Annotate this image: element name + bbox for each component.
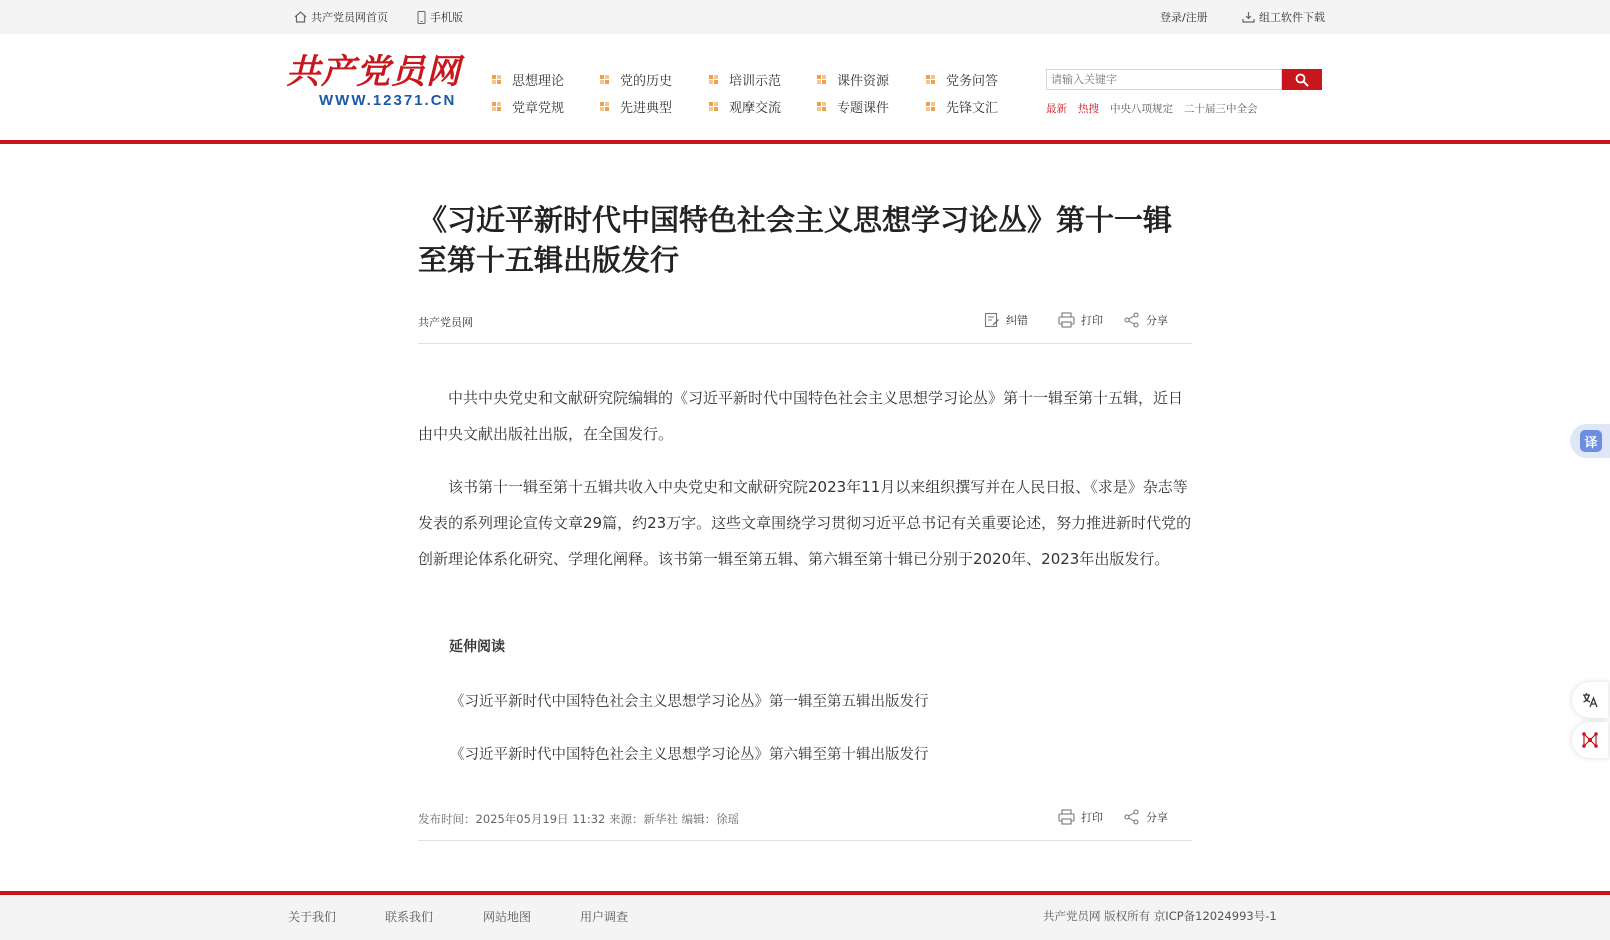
nav-bullet-icon	[817, 102, 826, 111]
publish-info: 发布时间：2025年05月19日 11:32 来源：新华社 编辑：徐瑶	[418, 812, 740, 826]
share-icon	[1124, 809, 1140, 825]
footer-link-sitemap[interactable]: 网站地图	[483, 910, 532, 924]
footer-link-contact[interactable]: 联系我们	[385, 910, 434, 924]
main-nav	[492, 70, 1052, 126]
nav-item-label: 党务问答	[946, 73, 999, 89]
publish-info-bar	[418, 805, 1192, 841]
share-button-bottom[interactable]	[1124, 809, 1168, 825]
logo-wordmark: 共产党员网	[286, 52, 461, 92]
print-label: 打印	[1081, 811, 1103, 824]
download-link[interactable]	[1242, 0, 1325, 34]
article-body	[418, 380, 1192, 594]
share-button[interactable]	[1124, 312, 1168, 328]
tag-latest[interactable]: 最新	[1046, 102, 1067, 115]
nav-item-label: 先进典型	[620, 100, 673, 116]
search-bar	[1046, 69, 1322, 91]
print-label: 打印	[1081, 314, 1103, 327]
nav-item-history[interactable]	[600, 70, 672, 88]
nav-item-literature[interactable]	[926, 97, 998, 115]
tag-eight-rules[interactable]: 中央八项规定	[1110, 102, 1173, 115]
nav-item-regulations[interactable]	[492, 97, 564, 115]
home-link-label: 共产党员网首页	[311, 11, 388, 24]
nav-item-label: 培训示范	[729, 73, 782, 89]
nav-item-courseware[interactable]	[817, 70, 889, 88]
download-icon	[1242, 11, 1255, 23]
ai-assistant-button[interactable]	[1572, 722, 1608, 758]
footer-copyright: 共产党员网 版权所有 京ICP备12024993号-1	[1043, 909, 1277, 923]
extended-reading-heading: 延伸阅读	[449, 639, 505, 655]
print-icon	[1058, 809, 1075, 825]
extended-link[interactable]: 《习近平新时代中国特色社会主义思想学习论丛》第六辑至第十辑出版发行	[450, 747, 929, 763]
nav-bullet-icon	[926, 75, 935, 84]
language-icon	[1581, 691, 1599, 709]
login-link[interactable]	[1160, 0, 1208, 34]
nav-item-label: 专题课件	[837, 100, 890, 116]
network-icon	[1581, 731, 1599, 749]
article-source: 共产党员网	[418, 316, 473, 329]
translate-tab[interactable]	[1570, 424, 1610, 458]
nav-bullet-icon	[600, 102, 609, 111]
nav-item-qa[interactable]	[926, 70, 998, 88]
correct-label: 纠错	[1006, 314, 1028, 327]
nav-bullet-icon	[709, 75, 718, 84]
nav-item-label: 党的历史	[620, 73, 673, 89]
share-label: 分享	[1146, 811, 1168, 824]
logo-url: WWW.12371.CN	[319, 92, 457, 109]
search-input[interactable]	[1046, 69, 1282, 90]
extended-link[interactable]: 《习近平新时代中国特色社会主义思想学习论丛》第一辑至第五辑出版发行	[450, 694, 929, 710]
hot-tags	[1046, 100, 1269, 116]
article-paragraph: 中共中央党史和文献研究院编辑的《习近平新时代中国特色社会主义思想学习论丛》第十一辑至第十五辑，近日由中央文献出版社出版，在全国发行。	[418, 389, 1184, 443]
download-link-label: 组工软件下载	[1259, 11, 1325, 24]
nav-item-label: 观摩交流	[729, 100, 782, 116]
search-icon	[1295, 73, 1309, 87]
login-link-label: 登录/注册	[1160, 11, 1208, 24]
home-icon	[294, 11, 307, 23]
footer-link-about[interactable]: 关于我们	[288, 910, 337, 924]
nav-bullet-icon	[492, 75, 501, 84]
footer-link-survey[interactable]: 用户调查	[580, 910, 629, 924]
mobile-phone-icon	[417, 11, 426, 24]
tag-trending[interactable]: 热搜	[1078, 102, 1099, 115]
language-button[interactable]	[1572, 682, 1608, 718]
site-footer	[0, 891, 1610, 940]
nav-item-topics[interactable]	[817, 97, 889, 115]
tag-third-plenum[interactable]: 二十届三中全会	[1184, 102, 1258, 115]
search-button[interactable]	[1282, 69, 1322, 90]
home-link[interactable]	[294, 0, 388, 34]
nav-item-exchange[interactable]	[709, 97, 781, 115]
print-icon	[1058, 312, 1075, 328]
translate-icon: 译	[1580, 430, 1602, 452]
mobile-link-label: 手机版	[430, 11, 463, 24]
article-meta-bar	[418, 310, 1192, 344]
nav-item-label: 党章党规	[512, 100, 565, 116]
nav-item-label: 思想理论	[512, 73, 565, 89]
edit-icon	[984, 312, 1000, 328]
correct-button[interactable]	[984, 312, 1028, 328]
mobile-link[interactable]	[417, 0, 463, 34]
nav-bullet-icon	[492, 102, 501, 111]
nav-bullet-icon	[600, 75, 609, 84]
share-label: 分享	[1146, 314, 1168, 327]
share-icon	[1124, 312, 1140, 328]
nav-bullet-icon	[709, 102, 718, 111]
print-button-bottom[interactable]	[1058, 809, 1103, 825]
site-logo[interactable]	[286, 52, 466, 116]
top-utility-bar	[0, 0, 1610, 34]
nav-item-models[interactable]	[600, 97, 672, 115]
nav-item-label: 课件资源	[837, 73, 890, 89]
article-title: 《习近平新时代中国特色社会主义思想学习论丛》第十一辑至第十五辑出版发行	[418, 203, 1173, 277]
nav-item-theory[interactable]	[492, 70, 564, 88]
print-button[interactable]	[1058, 312, 1103, 328]
article-paragraph: 该书第十一辑至第十五辑共收入中央党史和文献研究院2023年11月以来组织撰写并在人民日报、《求是》杂志等发表的系列理论宣传文章29篇，约23万字。这些文章围绕学习贯彻习近平总书记有关重要论述，努力推进新时代党的创新理论体系化研究、学理化阐释。该书第一辑至第五辑、第六辑至第十辑已分别于2020年、2023年出版发行。	[418, 478, 1192, 568]
nav-bullet-icon	[817, 75, 826, 84]
site-header	[0, 34, 1610, 144]
nav-item-training[interactable]	[709, 70, 781, 88]
nav-item-label: 先锋文汇	[946, 100, 999, 116]
nav-bullet-icon	[926, 102, 935, 111]
